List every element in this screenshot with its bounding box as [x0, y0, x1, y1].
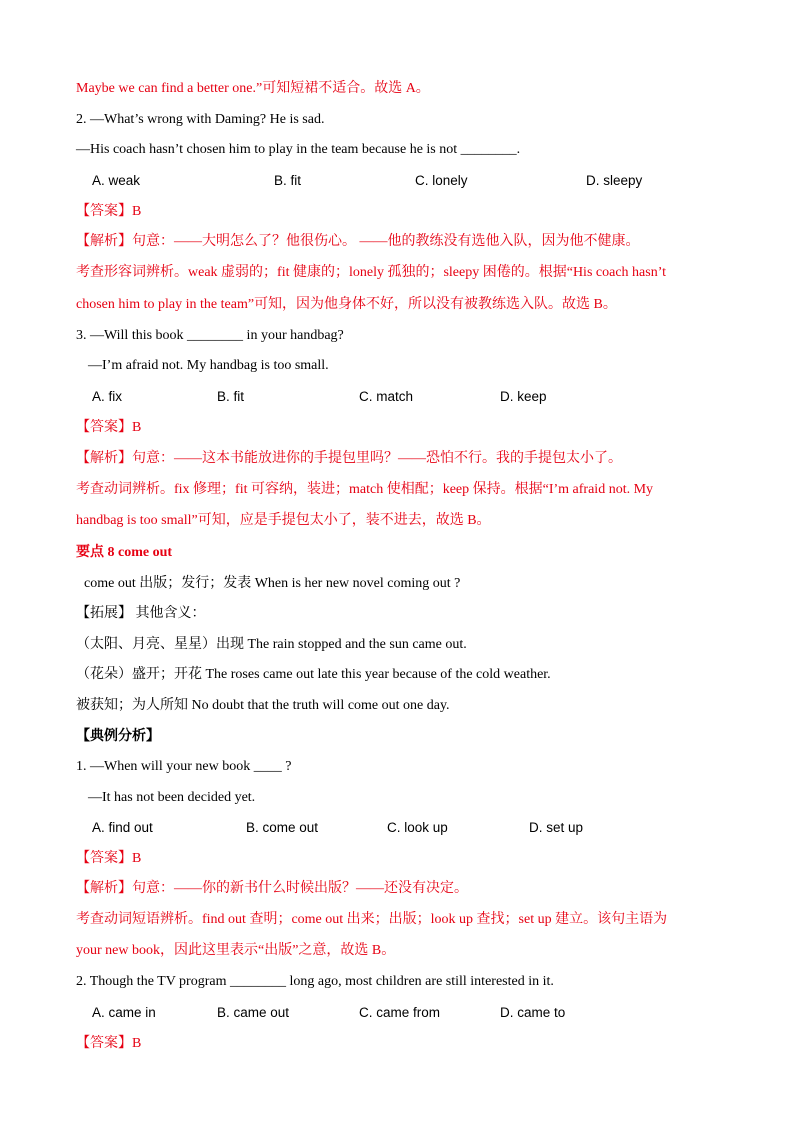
extension-title: 【拓展】 其他含义：: [76, 606, 206, 621]
option-d: D. sleepy: [586, 173, 643, 188]
explanation-line: 考查动词辨析。fix 修理；fit 可容纳，装进；match 使相配；keep 保持。根据“I’m afraid not. My: [76, 482, 654, 497]
option-d: D. keep: [500, 389, 547, 404]
explanation-line: 考查动词短语辨析。find out 查明；come out 出来；出版；look up 查找；set up 建立。该句主语为: [76, 912, 668, 927]
example-2-prompt: 2. Though the TV program ________ long ago, most children are still interested in it.: [76, 974, 554, 989]
answer-label: 【答案】B: [76, 1036, 142, 1051]
explanation-line: chosen him to play in the team”可知，因为他身体不好，所以没有被教练选入队。故选 B。: [76, 297, 617, 312]
option-d: D. came to: [500, 1005, 566, 1020]
option-b: B. fit: [217, 389, 245, 404]
example-1-prompt: 1. —When will your new book ____ ?: [76, 759, 292, 774]
explanation-line: handbag is too small”可知，应是手提包太小了，装不进去，故选 B。: [76, 513, 491, 528]
example-1-response: —It has not been decided yet.: [88, 790, 256, 805]
option-b: B. come out: [246, 820, 319, 835]
question-2-options: [0, 172, 800, 190]
option-a: A. weak: [92, 173, 141, 188]
option-c: C. look up: [387, 820, 448, 835]
option-a: A. fix: [92, 389, 123, 404]
explanation-line: 【解析】句意：——你的新书什么时候出版？——还没有决定。: [76, 881, 468, 896]
option-d: D. set up: [529, 820, 584, 835]
extension-line: （花朵）盛开；开花 The roses came out late this year because of the cold weather.: [76, 667, 551, 682]
question-2-prompt: 2. —What’s wrong with Daming? He is sad.: [76, 112, 325, 127]
answer-label: 【答案】B: [76, 204, 142, 219]
explanation-line: Maybe we can find a better one.”可知短裙不适合。故选 A。: [76, 81, 430, 96]
definition-line: come out 出版；发行；发表 When is her new novel coming out ?: [84, 576, 461, 591]
question-3-response: —I’m afraid not. My handbag is too small.: [88, 358, 329, 373]
option-b: B. came out: [217, 1005, 290, 1020]
option-b: B. fit: [274, 173, 302, 188]
example-1-options: [0, 819, 800, 837]
option-c: C. match: [359, 389, 414, 404]
option-a: A. came in: [92, 1005, 156, 1020]
section-title: 要点 8 come out: [76, 545, 173, 560]
question-3-options: [0, 388, 800, 406]
question-3-prompt: 3. —Will this book ________ in your handbag?: [76, 328, 344, 343]
explanation-line: 【解析】句意：——大明怎么了？他很伤心。 ——他的教练没有选他入队，因为他不健康。: [76, 234, 640, 249]
question-2-response: —His coach hasn’t chosen him to play in the team because he is not ________.: [76, 142, 521, 157]
explanation-line: 【解析】句意：——这本书能放进你的手提包里吗？——恐怕不行。我的手提包太小了。: [76, 451, 622, 466]
example-title: 【典例分析】: [76, 729, 160, 744]
extension-line: （太阳、月亮、星星）出现 The rain stopped and the sun came out.: [76, 637, 467, 652]
option-a: A. find out: [92, 820, 153, 835]
explanation-line: your new book，因此这里表示“出版”之意，故选 B。: [76, 943, 396, 958]
example-2-options: [0, 1004, 800, 1022]
answer-label: 【答案】B: [76, 851, 142, 866]
extension-line: 被获知；为人所知 No doubt that the truth will come out one day.: [76, 698, 450, 713]
answer-label: 【答案】B: [76, 420, 142, 435]
explanation-line: 考查形容词辨析。weak 虚弱的；fit 健康的；lonely 孤独的；sleepy 困倦的。根据“His coach hasn’t: [76, 265, 667, 280]
option-c: C. lonely: [415, 173, 468, 188]
option-c: C. came from: [359, 1005, 441, 1020]
